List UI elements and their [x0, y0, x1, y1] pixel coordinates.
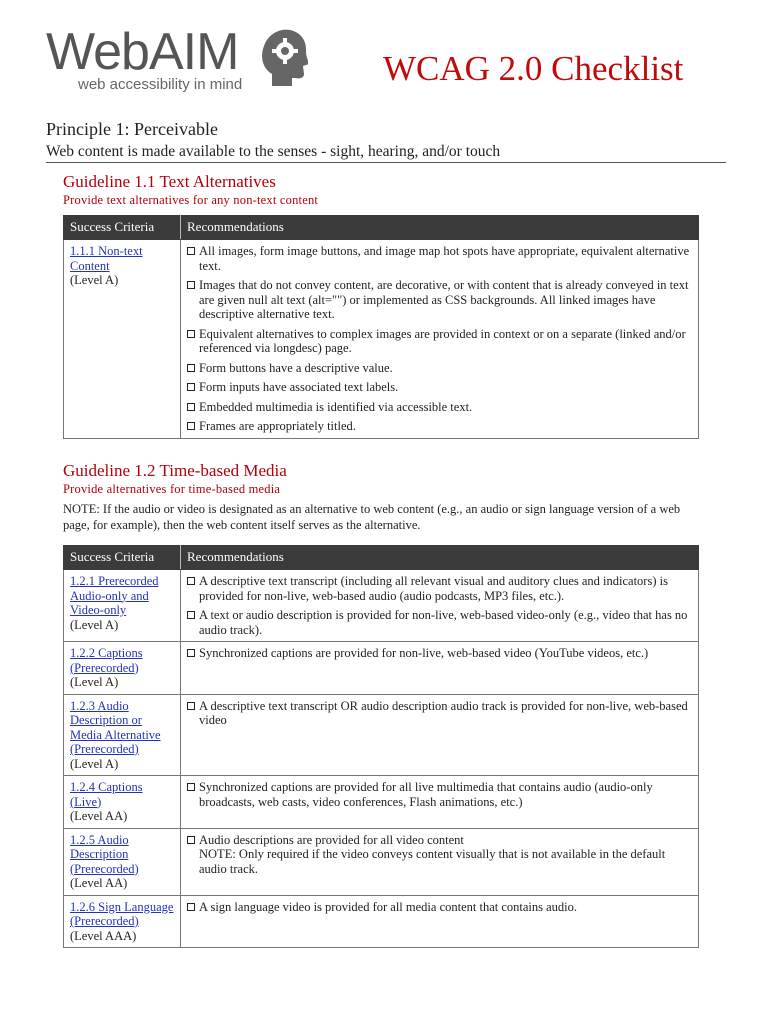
list-item	[187, 608, 693, 637]
list-item	[187, 244, 693, 273]
recommendation-note: NOTE: Only required if the video conveys content visually that is not available in the default audio track.	[199, 847, 666, 876]
recommendation-text: Equivalent alternatives to complex images are provided in context or on a separate (linked and/or referenced via longdesc) page.	[199, 326, 686, 355]
recommendations-cell	[181, 642, 699, 695]
checkbox-icon[interactable]	[187, 247, 195, 255]
list-item	[187, 780, 693, 809]
criterion-level: (Level A)	[70, 756, 119, 771]
criterion-level: (Level A)	[70, 273, 119, 287]
checkbox-icon[interactable]	[187, 281, 195, 289]
table-row	[64, 240, 699, 439]
criterion-level: (Level A)	[70, 617, 119, 632]
criteria-table-1-2	[63, 545, 699, 948]
criterion-level: (Level AA)	[70, 876, 128, 890]
guideline-subtitle: Provide text alternatives for any non-text content	[63, 193, 319, 207]
checkbox-icon[interactable]	[187, 611, 195, 619]
list-item	[187, 400, 693, 415]
recommendation-text: Audio descriptions are provided for all video content	[199, 832, 464, 847]
recommendation-text: Synchronized captions are provided for non-live, web-based video (YouTube videos, etc.)	[199, 646, 649, 660]
recommendation-text: Images that do not convey content, are decorative, or with content that is already conveyed in text are given null alt text (alt="") or implemented as CSS backgrounds. All linked images have descriptive alternative text.	[199, 278, 689, 321]
table-row	[64, 570, 699, 642]
list-item	[187, 574, 693, 603]
logo-wordmark: WebAIM	[46, 23, 239, 81]
criterion-link-1-2-3[interactable]: 1.2.3 Audio Description or Media Alternative (Prerecorded)	[70, 698, 161, 756]
guideline-note: NOTE: If the audio or video is designated as an alternative to web content (e.g., an audio or sign language version of a web page, for example), then the web content itself serves as the alternative.	[63, 502, 681, 532]
criterion-link-1-2-4[interactable]: 1.2.4 Captions (Live)	[70, 780, 143, 809]
list-item	[187, 646, 693, 661]
document-title: WCAG 2.0 Checklist	[383, 49, 684, 88]
criterion-cell	[64, 895, 181, 948]
guideline-title: Guideline 1.2 Time-based Media	[63, 461, 287, 480]
criteria-table-1-1	[63, 215, 699, 439]
checkbox-icon[interactable]	[187, 649, 195, 657]
criterion-cell	[64, 776, 181, 829]
criterion-link-1-2-5[interactable]: 1.2.5 Audio Description (Prerecorded)	[70, 832, 139, 876]
recommendation-text: Form buttons have a descriptive value.	[199, 360, 393, 375]
guideline-title: Guideline 1.1 Text Alternatives	[63, 172, 276, 191]
recommendation-text: A text or audio description is provided for non-live, web-based video-only (e.g., video that has no audio track).	[199, 608, 688, 637]
checkbox-icon[interactable]	[187, 836, 195, 844]
checkbox-icon[interactable]	[187, 903, 195, 911]
list-item	[187, 361, 693, 376]
checkbox-icon[interactable]	[187, 702, 195, 710]
recommendation-text: A sign language video is provided for all media content that contains audio.	[199, 899, 578, 914]
criterion-cell	[64, 642, 181, 695]
checkbox-icon[interactable]	[187, 330, 195, 338]
criterion-link-1-2-2[interactable]: 1.2.2 Captions (Prerecorded)	[70, 646, 143, 675]
checkbox-icon[interactable]	[187, 403, 195, 411]
list-item	[187, 327, 693, 356]
recommendation-text: Synchronized captions are provided for all live multimedia that contains audio (audio-only broadcasts, web casts, video conferences, Flash animations, etc.)	[199, 780, 653, 809]
table-row	[64, 642, 699, 695]
guideline-1-1	[63, 172, 703, 208]
criterion-cell	[64, 694, 181, 776]
recommendations-cell	[181, 570, 699, 642]
recommendation-text: A descriptive text transcript OR audio description audio track is provided for non-live, web-based video	[199, 698, 688, 727]
divider	[46, 162, 726, 163]
table-row	[64, 895, 699, 948]
list-item	[187, 699, 693, 728]
list-item	[187, 900, 693, 915]
table-row	[64, 694, 699, 776]
criterion-level: (Level A)	[70, 675, 119, 689]
criterion-cell	[64, 240, 181, 439]
list-item	[187, 380, 693, 395]
logo-tagline: web accessibility in mind	[78, 76, 243, 93]
webaim-logo[interactable]	[46, 24, 316, 100]
header-success-criteria: Success Criteria	[64, 216, 181, 240]
recommendations-cell	[181, 828, 699, 895]
recommendation-text: A descriptive text transcript (including all relevant visual and auditory clues and indicators) is provided for non-live, web-based audio (audio podcasts, MP3 files, etc.).	[199, 574, 668, 603]
criterion-link-1-2-1[interactable]: 1.2.1 Prerecorded Audio-only and Video-only	[70, 574, 159, 617]
recommendations-cell	[181, 895, 699, 948]
criterion-level: (Level AA)	[70, 809, 128, 823]
recommendations-cell	[181, 776, 699, 829]
header-success-criteria: Success Criteria	[64, 546, 181, 570]
table-row	[64, 776, 699, 829]
criterion-cell	[64, 828, 181, 895]
page-header	[0, 0, 768, 110]
recommendation-text: Frames are appropriately titled.	[199, 419, 356, 433]
criterion-link-1-2-6[interactable]: 1.2.6 Sign Language (Prerecorded)	[70, 899, 174, 928]
recommendations-cell	[181, 694, 699, 776]
checkbox-icon[interactable]	[187, 783, 195, 791]
checkbox-icon[interactable]	[187, 422, 195, 430]
criterion-cell	[64, 570, 181, 642]
list-item	[187, 278, 693, 322]
header-recommendations: Recommendations	[181, 546, 699, 570]
guideline-1-2	[63, 461, 703, 533]
table-row	[64, 828, 699, 895]
criterion-level: (Level AAA)	[70, 928, 137, 943]
header-recommendations: Recommendations	[181, 216, 699, 240]
recommendations-cell	[181, 240, 699, 439]
principle-description: Web content is made available to the senses - sight, hearing, and/or touch	[46, 143, 501, 160]
principle-section	[46, 118, 726, 162]
checkbox-icon[interactable]	[187, 383, 195, 391]
recommendation-text: All images, form image buttons, and image map hot spots have appropriate, equivalent alternative text.	[199, 244, 690, 273]
list-item	[187, 419, 693, 434]
head-gear-icon	[258, 28, 308, 88]
principle-title: Principle 1: Perceivable	[46, 119, 218, 139]
guideline-subtitle: Provide alternatives for time-based media	[63, 482, 281, 496]
recommendation-text: Embedded multimedia is identified via accessible text.	[199, 399, 473, 414]
checkbox-icon[interactable]	[187, 577, 195, 585]
list-item	[187, 833, 693, 877]
checkbox-icon[interactable]	[187, 364, 195, 372]
criterion-link-1-1-1[interactable]: 1.1.1 Non-text Content	[70, 244, 143, 273]
recommendation-text: Form inputs have associated text labels.	[199, 380, 399, 394]
